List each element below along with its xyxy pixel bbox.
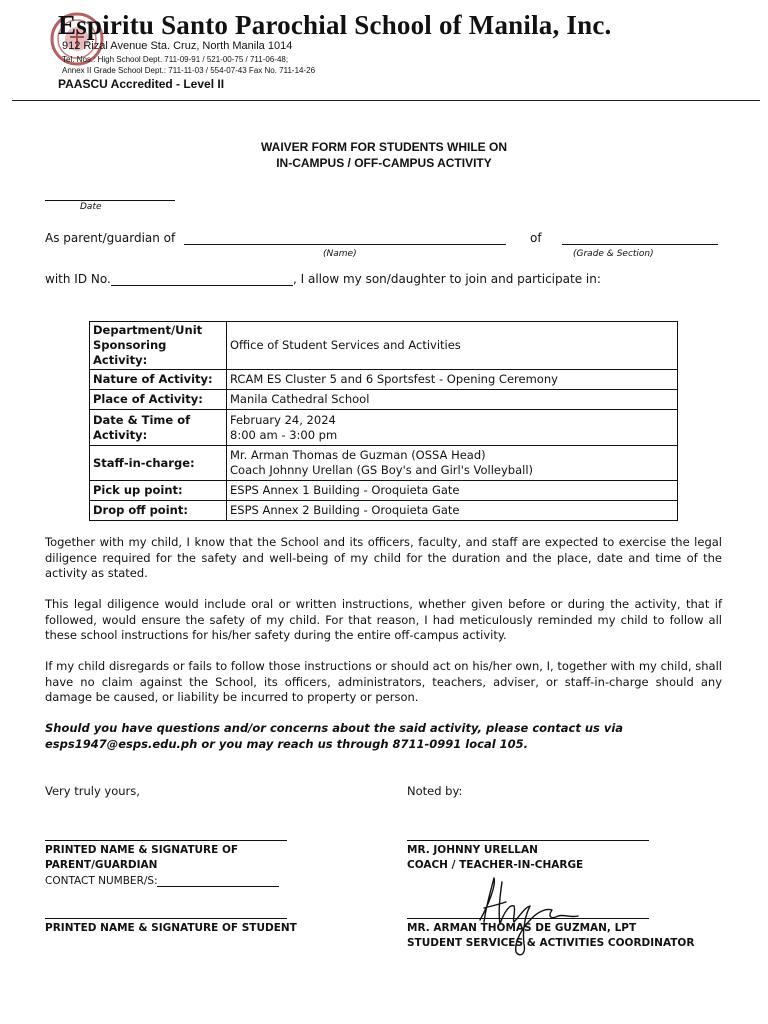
form-title-line2: IN-CAMPUS / OFF-CAMPUS ACTIVITY [276,156,492,170]
table-row [90,410,678,446]
student-name-blank[interactable] [184,244,506,245]
staff-value-1: Mr. Arman Thomas de Guzman (OSSA Head) [230,448,486,462]
closing-text: Very truly yours, [45,784,140,798]
id-suffix: , I allow my son/daughter to join and participate in: [293,272,601,286]
grade-section-blank[interactable] [562,244,718,245]
coordinator-title: STUDENT SERVICES & ACTIVITIES COORDINATOR [407,937,695,949]
row-label-department: Department/Unit Sponsoring Activity: [90,322,227,370]
of-word: of [530,231,542,245]
paragraph-diligence: Together with my child, I know that the School and its officers, faculty, and staff are expected to exercise the legal diligence required for the safety and well-being of my child for the duration and the place, date and time of the activity as stated. [45,535,722,580]
contact-number-label: CONTACT NUMBER/S: [45,875,158,887]
student-signature-label: PRINTED NAME & SIGNATURE OF STUDENT [45,922,297,934]
staff-value-2: Coach Johnny Urellan (GS Boy's and Girl's Volleyball) [230,463,534,477]
parent-signature-label-1: PRINTED NAME & SIGNATURE OF [45,844,239,856]
date-value: February 24, 2024 [230,412,336,427]
school-phones-line2: Annex II Grade School Dept.: 711-11-03 / 554-07-43 Fax No. 711-14-26 [62,66,316,75]
header-divider [12,100,760,101]
guardian-prefix: As parent/guardian of [45,231,176,245]
table-row [90,322,678,370]
department-value: Office of Student Services and Activities [230,338,461,352]
coach-signature-line[interactable] [407,840,649,841]
row-value-datetime [227,410,678,446]
date-label: Date [80,202,102,212]
coach-name: MR. JOHNNY URELLAN [407,844,538,856]
row-label-staff: Staff-in-charge: [90,446,227,481]
row-value-staff [227,446,678,481]
table-row [90,501,678,521]
paragraph-liability: If my child disregards or fails to follow those instructions or should act on his/her own, I, together with my child, shall have no claim against the School, its officers, administrators, teachers, adviser, or staff-in-charge should any damage be caused, or liability be incurred to property or person. [45,659,722,704]
id-prefix: with ID No. [45,272,111,286]
table-row [90,481,678,501]
nature-value: RCAM ES Cluster 5 and 6 Sportsfest - Opening Ceremony [230,372,558,386]
coordinator-handwritten-signature [462,872,582,962]
paragraph-instructions: This legal diligence would include oral or written instructions, whether given before or during the activity, that if followed, would ensure the safety of my child. For that reason, I had meticulously reminded my child to follow all these school instructions for his/her safety during the entire off-campus activity. [45,597,722,642]
date-blank[interactable] [45,200,175,201]
time-value: 8:00 am - 3:00 pm [230,427,338,442]
activity-details-table [89,321,678,521]
contact-number-blank[interactable] [157,886,279,887]
table-row [90,370,678,390]
grade-section-label: (Grade & Section) [573,249,654,259]
row-label-pickup: Pick up point: [90,481,227,501]
parent-signature-label-2: PARENT/GUARDIAN [45,859,158,871]
place-value: Manila Cathedral School [230,392,370,406]
coach-title: COACH / TEACHER-IN-CHARGE [407,859,584,871]
row-label-place: Place of Activity: [90,390,227,410]
row-label-dropoff: Drop off point: [90,501,227,521]
school-name: Espiritu Santo Parochial School of Manila, Inc. [58,10,612,40]
row-label-nature: Nature of Activity: [90,370,227,390]
parent-signature-line[interactable] [45,840,287,841]
row-value-place [227,390,678,410]
dropoff-value: ESPS Annex 2 Building - Oroquieta Gate [230,503,460,517]
row-label-datetime: Date & Time of Activity: [90,410,227,446]
row-value-nature [227,370,678,390]
row-value-pickup [227,481,678,501]
form-title-line1: WAIVER FORM FOR STUDENTS WHILE ON [261,140,507,154]
form-title [0,139,768,171]
student-name-label: (Name) [323,249,357,259]
school-address: 912 Rizal Avenue Sta. Cruz, North Manila 1014 [62,40,293,52]
school-phones-line1: Tel. Nos.: High School Dept. 711-09-91 / 521-00-75 / 711-06-48; [62,55,289,64]
student-signature-line[interactable] [45,918,287,919]
contact-note: Should you have questions and/or concerns about the said activity, please contact us via esps1947@esps.edu.ph or you may reach us through 8711-0991 local 105. [45,721,624,751]
id-number-blank[interactable] [111,285,293,286]
pickup-value: ESPS Annex 1 Building - Oroquieta Gate [230,483,460,497]
noted-by-text: Noted by: [407,784,463,798]
table-row [90,446,678,481]
coordinator-name: MR. ARMAN THOMAS DE GUZMAN, LPT [407,922,637,934]
row-value-dropoff [227,501,678,521]
table-row [90,390,678,410]
row-value-department [227,322,678,370]
accreditation-text: PAASCU Accredited - Level II [58,77,225,91]
